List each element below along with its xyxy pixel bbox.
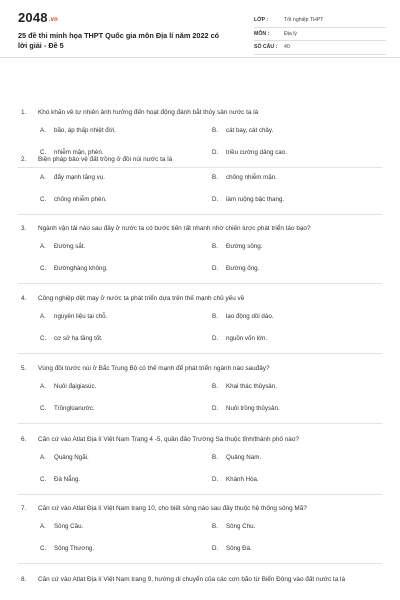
option-text: Khai thác thủysản. <box>226 383 277 390</box>
exam-title: 25 đề thi minh họa THPT Quốc gia môn Địa lí năm 2022 có lời giải - Đề 5 <box>18 31 220 50</box>
option-letter: B. <box>212 523 218 530</box>
answer-option-a[interactable] <box>40 174 105 181</box>
question-divider <box>18 214 382 215</box>
answer-option-b[interactable] <box>212 454 261 461</box>
option-letter: C. <box>40 545 47 552</box>
answer-option-d[interactable] <box>212 476 259 483</box>
question-text: Vùng đồi trước núi ở Bắc Trung Bộ có thế mạnh để phát triển ngành nào sauđây? <box>38 365 270 372</box>
question-number: 5. <box>21 365 27 372</box>
option-text: triều cường dâng cao. <box>226 149 287 156</box>
answer-option-c[interactable] <box>40 335 103 342</box>
question-line <box>21 364 381 373</box>
option-text: cát bay, cát chảy. <box>226 127 274 134</box>
question-line <box>21 575 381 584</box>
answer-option-b[interactable] <box>212 313 273 320</box>
option-text: nguyên liệu tại chỗ. <box>54 313 108 320</box>
site-logo[interactable] <box>18 10 58 25</box>
meta-value: 40 <box>284 44 290 51</box>
option-letter: D. <box>212 149 219 156</box>
option-letter: C. <box>40 335 47 342</box>
option-letter: D. <box>212 405 219 412</box>
meta-label: MÔN : <box>254 30 270 37</box>
option-text: bão, áp thấp nhiệt đới. <box>54 127 116 134</box>
option-letter: C. <box>40 196 47 203</box>
answer-option-a[interactable] <box>40 243 85 250</box>
option-letter: C. <box>40 149 47 156</box>
question-line <box>21 224 381 233</box>
option-letter: A. <box>40 454 46 461</box>
option-letter: C. <box>40 405 47 412</box>
option-text: Sông Chu. <box>226 523 256 530</box>
option-text: Quảng Nam. <box>226 454 262 461</box>
option-text: Khánh Hòa. <box>226 476 259 483</box>
question-line <box>21 435 381 444</box>
answer-option-d[interactable] <box>212 405 280 412</box>
question-text: Công nghiệp dệt may ở nước ta phát triển dựa trên thế mạnh chủ yếu về <box>38 295 245 302</box>
option-text: chống nhiễm phèn. <box>54 196 107 203</box>
question-text: Ngành vận tải nào sau đây ở nước ta có bước tiến rất nhanh nhờ chiến lược phát triển táo bạo? <box>38 225 311 232</box>
question-divider <box>18 494 382 495</box>
question-line <box>21 108 381 117</box>
option-letter: A. <box>40 313 46 320</box>
option-letter: C. <box>40 476 47 483</box>
answer-option-d[interactable] <box>212 335 267 342</box>
question-text: Căn cứ vào Atlat Địa lí Việt Nam trang 9, hướng di chuyển của các cơn bão từ Biển Đông vào đất nước ta là <box>38 576 346 583</box>
question-number: 1. <box>21 109 27 116</box>
option-text: làm ruộng bậc thang. <box>226 196 285 203</box>
answer-option-a[interactable] <box>40 313 107 320</box>
option-letter: D. <box>212 196 219 203</box>
question-number: 7. <box>21 505 27 512</box>
answer-option-a[interactable] <box>40 383 96 390</box>
option-text: Sông Đà. <box>226 545 252 552</box>
page-header <box>0 0 400 58</box>
question-divider <box>18 353 382 354</box>
answer-option-c[interactable] <box>40 405 95 412</box>
answer-option-a[interactable] <box>40 523 83 530</box>
meta-label: SỐ CÂU : <box>254 44 278 51</box>
question-item <box>0 435 400 505</box>
meta-value: Tốt nghiệp THPT <box>284 17 324 24</box>
question-item <box>0 575 400 600</box>
option-letter: B. <box>212 383 218 390</box>
answer-option-b[interactable] <box>212 243 262 250</box>
option-letter: B. <box>212 454 218 461</box>
answer-option-d[interactable] <box>212 265 259 272</box>
meta-row-subject <box>254 28 386 42</box>
option-letter: D. <box>212 335 219 342</box>
option-letter: A. <box>40 174 46 181</box>
question-number: 6. <box>21 436 27 443</box>
answer-option-a[interactable] <box>40 127 116 134</box>
option-text: Trồnglúanước. <box>54 405 95 412</box>
option-text: Sông Thương. <box>54 545 95 552</box>
option-text: nhiễm mặn, phèn. <box>54 149 104 156</box>
answer-option-b[interactable] <box>212 127 273 134</box>
option-letter: B. <box>212 313 218 320</box>
question-divider <box>18 563 382 564</box>
option-text: Sông Cầu. <box>54 523 84 530</box>
answer-option-d[interactable] <box>212 545 252 552</box>
answer-option-c[interactable] <box>40 196 107 203</box>
option-letter: A. <box>40 243 46 250</box>
answer-option-c[interactable] <box>40 476 80 483</box>
option-letter: A. <box>40 523 46 530</box>
option-text: Đường sắt. <box>54 243 86 250</box>
meta-row-class <box>254 14 386 28</box>
question-divider <box>18 423 382 424</box>
question-number: 2. <box>21 156 27 163</box>
meta-row-count <box>254 41 386 55</box>
option-letter: C. <box>40 265 47 272</box>
question-text: Căn cứ vào Atlat Địa lí Việt Nam trang 10, cho biết sông nào sau đây thuộc hệ thống sông Mã? <box>38 505 307 512</box>
question-line <box>21 504 381 513</box>
answer-option-c[interactable] <box>40 545 94 552</box>
question-line <box>21 155 381 164</box>
question-number: 4. <box>21 295 27 302</box>
answer-option-c[interactable] <box>40 265 108 272</box>
answer-option-d[interactable] <box>212 196 284 203</box>
question-line <box>21 294 381 303</box>
option-text: Nuôi trồng thủysản. <box>226 405 280 412</box>
option-text: Nuôi đạigiasúc. <box>54 383 97 390</box>
option-text: cơ sở hạ tầng tốt. <box>54 335 103 342</box>
question-item <box>0 294 400 364</box>
option-letter: B. <box>212 127 218 134</box>
question-item <box>0 155 400 225</box>
question-text: Căn cứ vào Atlat Địa lí Việt Nam Trang 4 -5, quần đảo Trường Sa thuộc tỉnh/thành phố nào? <box>38 436 299 443</box>
question-item <box>0 504 400 574</box>
option-text: nguồn vốn lớn. <box>226 335 268 342</box>
option-letter: D. <box>212 476 219 483</box>
option-text: Đà Nẵng. <box>54 476 81 483</box>
answer-option-b[interactable] <box>212 174 277 181</box>
meta-value: Địa lý <box>284 30 297 37</box>
option-letter: B. <box>212 243 218 250</box>
option-letter: D. <box>212 545 219 552</box>
question-number: 3. <box>21 225 27 232</box>
option-text: đẩy mạnh tăng vụ. <box>54 174 105 181</box>
meta-label: LỚP : <box>254 17 269 24</box>
option-letter: A. <box>40 383 46 390</box>
question-item <box>0 224 400 294</box>
question-text: Biện pháp bảo vệ đất trồng ở đồi núi nước ta là <box>38 156 173 163</box>
question-item <box>0 364 400 434</box>
option-letter: A. <box>40 127 46 134</box>
answer-option-a[interactable] <box>40 454 89 461</box>
answer-option-b[interactable] <box>212 523 255 530</box>
option-text: Đườnghàng không. <box>54 265 108 272</box>
answer-option-b[interactable] <box>212 383 277 390</box>
option-text: lao động dồi dào. <box>226 313 274 320</box>
option-text: Đường sông. <box>226 243 263 250</box>
option-text: chống nhiễm mặn. <box>226 174 277 181</box>
logo-suffix: .vn <box>48 17 59 23</box>
option-text: Quảng Ngãi. <box>54 454 89 461</box>
option-letter: D. <box>212 265 219 272</box>
question-text: Khó khăn về tự nhiên ảnh hưởng đến hoạt động đánh bắt thủy sản nước ta là <box>38 109 259 116</box>
question-number: 8. <box>21 576 27 583</box>
question-divider <box>18 283 382 284</box>
option-text: Đường ống. <box>226 265 260 272</box>
exam-meta-table <box>254 14 386 55</box>
logo-text: 2048 <box>18 10 48 25</box>
option-letter: B. <box>212 174 218 181</box>
